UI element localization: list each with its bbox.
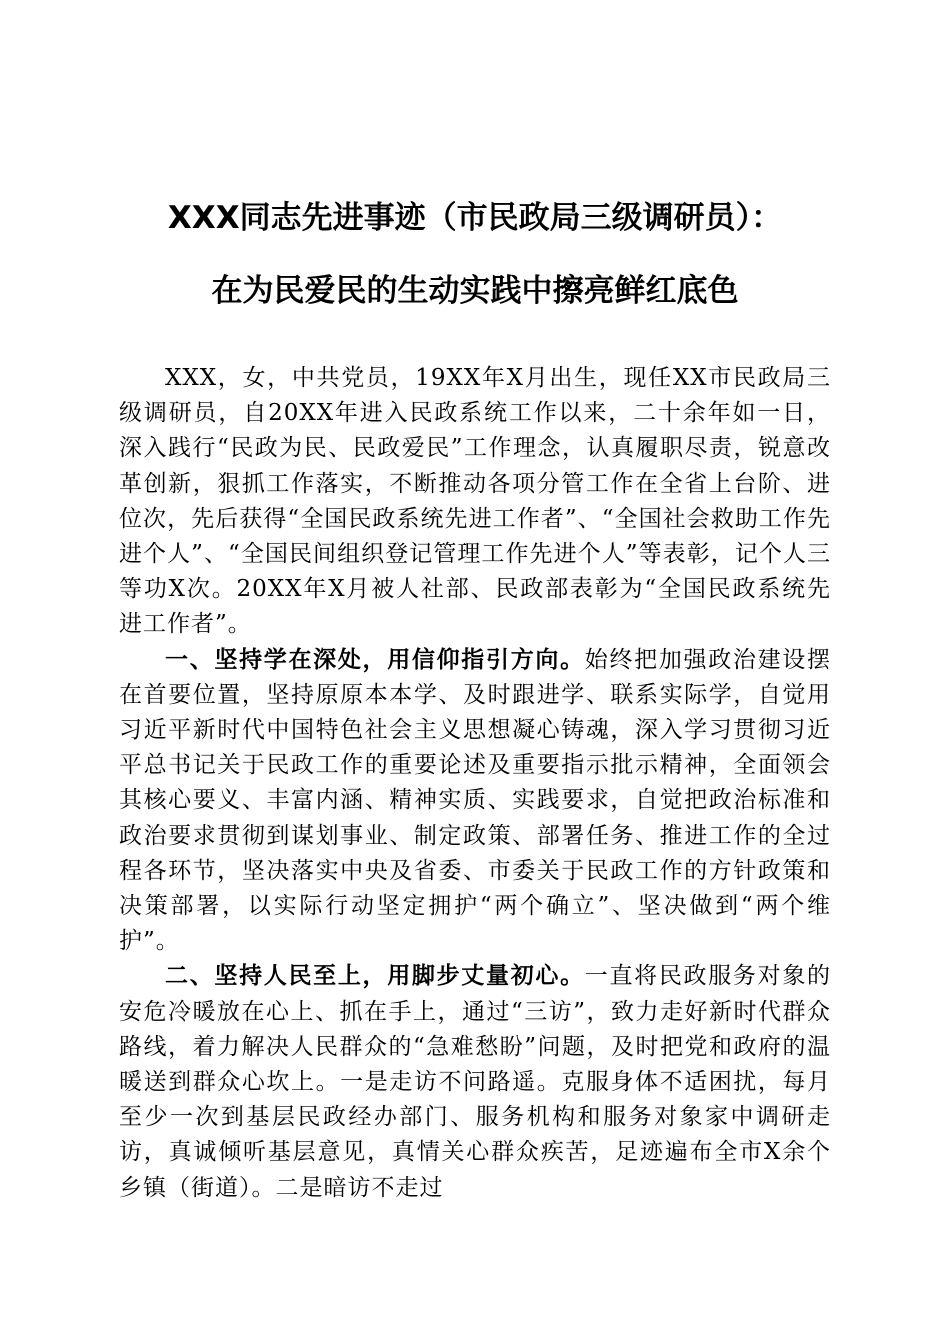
paragraph-section-1 bbox=[119, 643, 831, 960]
paragraph-text: XXX，女，中共党员，19XX年X月出生，现任XX市民政局三级调研员，自20XX年进入民政系统工作以来，二十余年如一日，深入践行“民政为民、民政爱民”工作理念，认真履职尽责，锐意改革创新，狠抓工作落实，不断推动各项分管工作在全省上台阶、进位次，先后获得“全国民政系统先进工作者”、“全国社会救助工作先进个人”、“全国民间组织登记管理工作先进个人”等表彰，记个人三等功X次。20XX年X月被人社部、民政部表彰为“全国民政系统先进工作者”。 bbox=[119, 365, 831, 638]
paragraph-text: 始终把加强政治建设摆在首要位置，坚持原原本本学、及时跟进学、联系实际学，自觉用习近平新时代中国特色社会主义思想凝心铸魂，深入学习贯彻习近平总书记关于民政工作的重要论述及重要指示批示精神，全面领会其核心要义、丰富内涵、精神实质、实践要求，自觉把政治标准和政治要求贯彻到谋划事业、制定政策、部署任务、推进工作的全过程各环节，坚决落实中央及省委、市委关于民政工作的方针政策和决策部署，以实际行动坚定拥护“两个确立”、坚决做到“两个维护”。 bbox=[119, 646, 832, 955]
section-heading: 一、坚持学在深处，用信仰指引方向。 bbox=[165, 646, 585, 673]
title-line-2: 在为民爱民的生动实践中擦亮鲜红底色 bbox=[211, 273, 739, 309]
title-line-1: XXX同志先进事迹（市民政局三级调研员）： bbox=[167, 200, 783, 236]
paragraph-intro bbox=[119, 361, 831, 643]
document-body bbox=[119, 361, 831, 1206]
section-heading: 二、坚持人民至上，用脚步丈量初心。 bbox=[165, 963, 585, 990]
paragraph-section-2 bbox=[119, 959, 831, 1205]
paragraph-text: 一直将民政服务对象的安危冷暖放在心上、抓在手上，通过“三访”，致力走好新时代群众路线，着力解决人民群众的“急难愁盼”问题，及时把党和政府的温暖送到群众心坎上。一是走访不问路遥。克服身体不适困扰，每月至少一次到基层民政经办部门、服务机构和服务对象家中调研走访，真诚倾听基层意见，真情关心群众疾苦，足迹遍布全市X余个乡镇（街道）。二是暗访不走过 bbox=[119, 963, 832, 1201]
